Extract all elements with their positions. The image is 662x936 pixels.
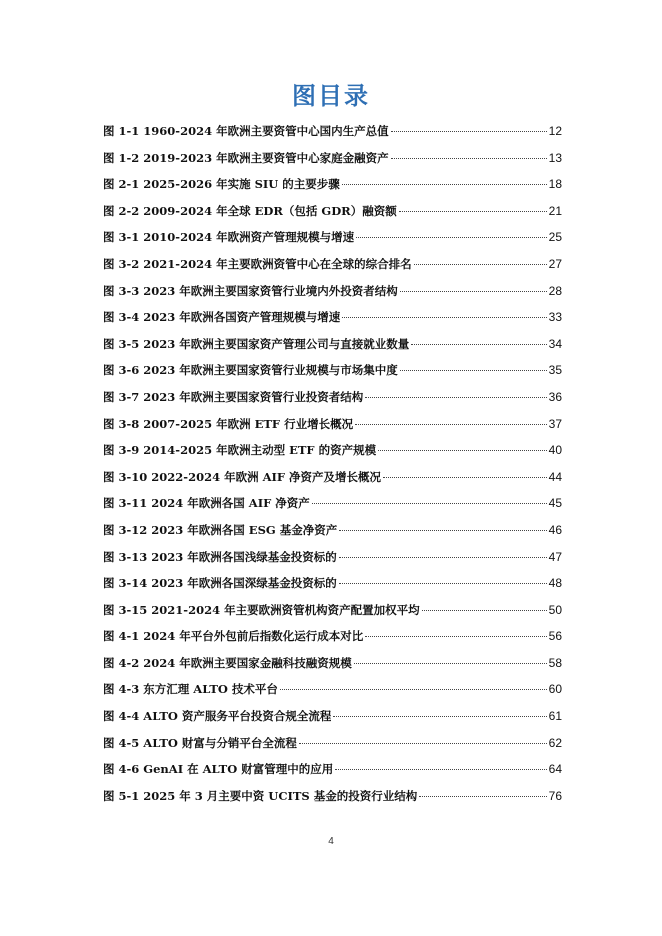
entry-page-number: 46 — [548, 522, 562, 537]
toc-entry[interactable] — [103, 174, 562, 201]
toc-entry[interactable] — [103, 227, 562, 254]
toc-entry[interactable] — [103, 706, 562, 733]
entry-label: 图 3-6 2023 年欧洲主要国家资管行业规模与市场集中度 — [103, 363, 398, 378]
dot-leader — [422, 610, 547, 611]
entry-label: 图 4-5 ALTO 财富与分销平台全流程 — [103, 735, 297, 750]
entry-label: 图 3-1 2010-2024 年欧洲资产管理规模与增速 — [103, 230, 355, 245]
entry-page-number: 27 — [548, 256, 562, 271]
entry-label: 图 3-12 2023 年欧洲各国 ESG 基金净资产 — [103, 522, 338, 537]
toc-entry[interactable] — [103, 467, 562, 494]
dot-leader — [339, 557, 547, 558]
entry-page-number: 28 — [548, 283, 562, 298]
entry-page-number: 35 — [548, 363, 562, 378]
dot-leader — [419, 796, 546, 797]
entry-page-number: 40 — [548, 443, 562, 458]
entry-label: 图 3-8 2007-2025 年欧洲 ETF 行业增长概况 — [103, 416, 354, 431]
toc-entry[interactable] — [103, 520, 562, 547]
entry-label: 图 3-7 2023 年欧洲主要国家资管行业投资者结构 — [103, 389, 364, 404]
entry-page-number: 12 — [548, 124, 562, 138]
dot-leader — [354, 663, 547, 664]
dot-leader — [365, 397, 546, 398]
toc-entry[interactable] — [103, 201, 562, 228]
dot-leader — [356, 237, 547, 238]
toc-entry[interactable] — [103, 626, 562, 653]
toc-entry[interactable] — [103, 307, 562, 334]
dot-leader — [383, 477, 547, 478]
toc-entry[interactable] — [103, 254, 562, 281]
dot-leader — [399, 211, 547, 212]
entry-label: 图 3-10 2022-2024 年欧洲 AIF 净资产及增长概况 — [103, 469, 382, 484]
dot-leader — [411, 344, 546, 345]
entry-label: 图 3-14 2023 年欧洲各国深绿基金投资标的 — [103, 576, 337, 591]
dot-leader — [414, 264, 547, 265]
dot-leader — [299, 743, 547, 744]
entry-label: 图 4-4 ALTO 资产服务平台投资合规全流程 — [103, 709, 332, 724]
entry-label: 图 3-5 2023 年欧洲主要国家资产管理公司与直接就业数量 — [103, 336, 410, 351]
toc-entry[interactable] — [103, 679, 562, 706]
entry-page-number: 21 — [548, 203, 562, 218]
entry-label: 图 2-1 2025-2026 年实施 SIU 的主要步骤 — [103, 177, 340, 192]
dot-leader — [312, 503, 547, 504]
entry-label: 图 3-13 2023 年欧洲各国浅绿基金投资标的 — [103, 549, 337, 564]
entry-label: 图 1-1 1960-2024 年欧洲主要资管中心国内生产总值 — [103, 124, 389, 138]
dot-leader — [400, 291, 547, 292]
entry-page-number: 76 — [548, 788, 562, 803]
entry-label: 图 2-2 2009-2024 年全球 EDR（包括 GDR）融资额 — [103, 203, 397, 218]
entry-page-number: 18 — [548, 177, 562, 192]
toc-entry[interactable] — [103, 121, 562, 148]
entry-page-number: 58 — [548, 655, 562, 670]
figure-list — [103, 121, 562, 812]
page-number: 4 — [328, 836, 334, 847]
dot-leader — [339, 583, 547, 584]
entry-label: 图 3-11 2024 年欧洲各国 AIF 净资产 — [103, 496, 310, 511]
toc-entry[interactable] — [103, 334, 562, 361]
entry-label: 图 3-15 2021-2024 年主要欧洲资管机构资产配置加权平均 — [103, 602, 420, 617]
entry-page-number: 13 — [548, 150, 562, 165]
entry-label: 图 4-6 GenAI 在 ALTO 财富管理中的应用 — [103, 762, 334, 777]
toc-entry[interactable] — [103, 786, 562, 813]
toc-entry[interactable] — [103, 440, 562, 467]
entry-label: 图 5-1 2025 年 3 月主要中资 UCITS 基金的投资行业结构 — [103, 788, 418, 803]
toc-entry[interactable] — [103, 547, 562, 574]
entry-label: 图 1-2 2019-2023 年欧洲主要资管中心家庭金融资产 — [103, 150, 389, 165]
dot-leader — [355, 424, 547, 425]
dot-leader — [342, 317, 546, 318]
entry-page-number: 36 — [548, 389, 562, 404]
entry-page-number: 25 — [548, 230, 562, 245]
dot-leader — [333, 716, 546, 717]
toc-entry[interactable] — [103, 387, 562, 414]
entry-page-number: 44 — [548, 469, 562, 484]
toc-entry[interactable] — [103, 600, 562, 627]
toc-entry[interactable] — [103, 653, 562, 680]
toc-entry[interactable] — [103, 414, 562, 441]
dot-leader — [365, 636, 546, 637]
toc-entry[interactable] — [103, 360, 562, 387]
entry-page-number: 34 — [548, 336, 562, 351]
dot-leader — [280, 689, 547, 690]
entry-label: 图 3-3 2023 年欧洲主要国家资管行业境内外投资者结构 — [103, 283, 398, 298]
dot-leader — [391, 131, 547, 132]
toc-entry[interactable] — [103, 573, 562, 600]
entry-label: 图 3-2 2021-2024 年主要欧洲资管中心在全球的综合排名 — [103, 256, 412, 271]
entry-page-number: 61 — [548, 709, 562, 724]
dot-leader — [335, 769, 546, 770]
dot-leader — [342, 184, 547, 185]
entry-page-number: 48 — [548, 576, 562, 591]
entry-page-number: 62 — [548, 735, 562, 750]
entry-label: 图 4-3 东方汇理 ALTO 技术平台 — [103, 682, 278, 697]
entry-label: 图 4-1 2024 年平台外包前后指数化运行成本对比 — [103, 629, 364, 644]
entry-page-number: 50 — [548, 602, 562, 617]
entry-page-number: 60 — [548, 682, 562, 697]
toc-entry[interactable] — [103, 493, 562, 520]
page-title: 图目录 — [292, 82, 370, 110]
toc-entry[interactable] — [103, 148, 562, 175]
entry-page-number: 47 — [548, 549, 562, 564]
entry-label: 图 4-2 2024 年欧洲主要国家金融科技融资规模 — [103, 655, 352, 670]
toc-entry[interactable] — [103, 733, 562, 760]
entry-page-number: 37 — [548, 416, 562, 431]
dot-leader — [378, 450, 547, 451]
entry-page-number: 56 — [548, 629, 562, 644]
entry-page-number: 64 — [548, 762, 562, 777]
entry-label: 图 3-9 2014-2025 年欧洲主动型 ETF 的资产规模 — [103, 443, 377, 458]
toc-entry[interactable] — [103, 759, 562, 786]
entry-label: 图 3-4 2023 年欧洲各国资产管理规模与增速 — [103, 310, 341, 325]
entry-page-number: 33 — [548, 310, 562, 325]
dot-leader — [400, 370, 547, 371]
toc-entry[interactable] — [103, 281, 562, 308]
dot-leader — [391, 158, 547, 159]
dot-leader — [339, 530, 546, 531]
entry-page-number: 45 — [548, 496, 562, 511]
